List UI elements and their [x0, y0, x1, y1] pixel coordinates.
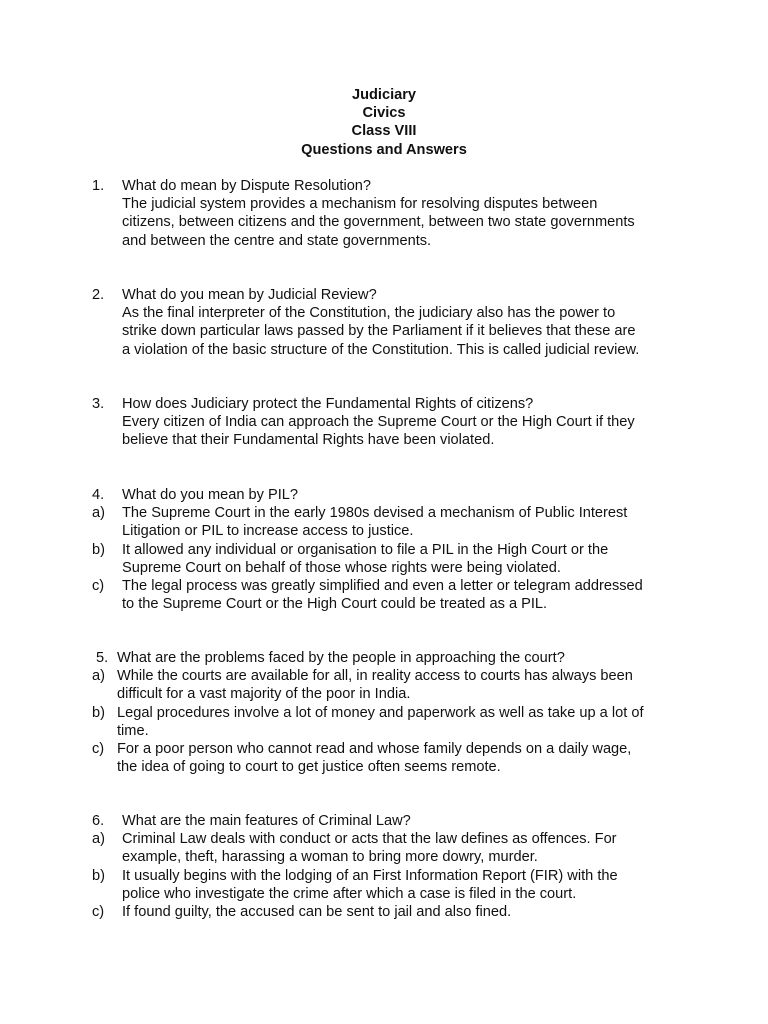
point-line: time.	[117, 722, 149, 739]
point-line: Supreme Court on behalf of those whose rights were being violated.	[122, 559, 561, 576]
question-number: 1.	[92, 178, 105, 194]
answer-line: and between the centre and state governments.	[122, 232, 432, 249]
answer-line: As the final interpreter of the Constitution, the judiciary also has the power to	[122, 305, 616, 322]
point-label: c)	[92, 903, 105, 920]
point-line: police who investigate the crime after which a case is filed in the court.	[122, 885, 577, 902]
point-line: It allowed any individual or organisation to file a PIL in the High Court or the	[122, 541, 609, 558]
question-number: 5.	[96, 650, 109, 666]
point-line: If found guilty, the accused can be sent to jail and also fined.	[122, 903, 512, 920]
question-5	[92, 649, 712, 776]
point-label: c)	[92, 577, 105, 594]
point-line: example, theft, harassing a woman to bring more dowry, murder.	[122, 849, 538, 866]
question-1	[92, 177, 712, 250]
question-text: What do mean by Dispute Resolution?	[122, 178, 372, 194]
point-line: Legal procedures involve a lot of money and paperwork as well as take up a lot of	[117, 704, 644, 721]
point-line: The legal process was greatly simplified and even a letter or telegram addressed	[122, 577, 643, 594]
question-number: 2.	[92, 287, 105, 303]
point-line: Litigation or PIL to increase access to justice.	[122, 523, 414, 540]
point-line: The Supreme Court in the early 1980s devised a mechanism of Public Interest	[122, 505, 628, 522]
answer-line: a violation of the basic structure of the Constitution. This is called judicial review.	[122, 341, 640, 358]
answer-line: citizens, between citizens and the government, between two state governments	[122, 214, 635, 231]
question-number: 6.	[92, 813, 105, 829]
point-label: c)	[92, 740, 105, 757]
point-line: to the Supreme Court or the High Court could be treated as a PIL.	[122, 596, 548, 613]
point-line: It usually begins with the lodging of an First Information Report (FIR) with the	[122, 867, 618, 884]
point-line: the idea of going to court to get justice often seems remote.	[117, 759, 501, 776]
document-class: Class VIII	[351, 123, 417, 140]
question-2	[92, 286, 712, 359]
point-label: b)	[92, 541, 105, 558]
question-text: How does Judiciary protect the Fundamental Rights of citizens?	[122, 396, 534, 412]
question-4	[92, 486, 712, 613]
point-line: While the courts are available for all, in reality access to courts has always been	[117, 668, 633, 685]
answer-line: believe that their Fundamental Rights have been violated.	[122, 432, 495, 449]
point-line: Criminal Law deals with conduct or acts that the law defines as offences. For	[122, 831, 617, 848]
point-label: a)	[92, 831, 105, 848]
document-subtitle: Questions and Answers	[301, 141, 467, 158]
question-number: 4.	[92, 487, 105, 503]
point-label: a)	[92, 505, 105, 522]
document-title: Judiciary	[351, 87, 417, 103]
answer-line: The judicial system provides a mechanism for resolving disputes between	[122, 196, 598, 213]
point-label: b)	[92, 867, 105, 884]
answer-line: strike down particular laws passed by the Parliament if it believes that these are	[122, 323, 636, 340]
point-label: b)	[92, 704, 105, 721]
document-header	[0, 86, 768, 159]
question-3	[92, 395, 712, 450]
point-line: For a poor person who cannot read and whose family depends on a daily wage,	[117, 740, 632, 757]
point-line: difficult for a vast majority of the poor in India.	[117, 686, 411, 703]
document-subject: Civics	[362, 105, 406, 122]
question-6	[92, 812, 712, 921]
question-number: 3.	[92, 396, 105, 412]
answer-line: Every citizen of India can approach the Supreme Court or the High Court if they	[122, 414, 635, 431]
question-text: What are the problems faced by the people in approaching the court?	[117, 650, 565, 666]
question-text: What are the main features of Criminal Law?	[122, 813, 411, 829]
point-label: a)	[92, 668, 105, 685]
question-text: What do you mean by PIL?	[122, 487, 299, 503]
question-text: What do you mean by Judicial Review?	[122, 287, 377, 303]
